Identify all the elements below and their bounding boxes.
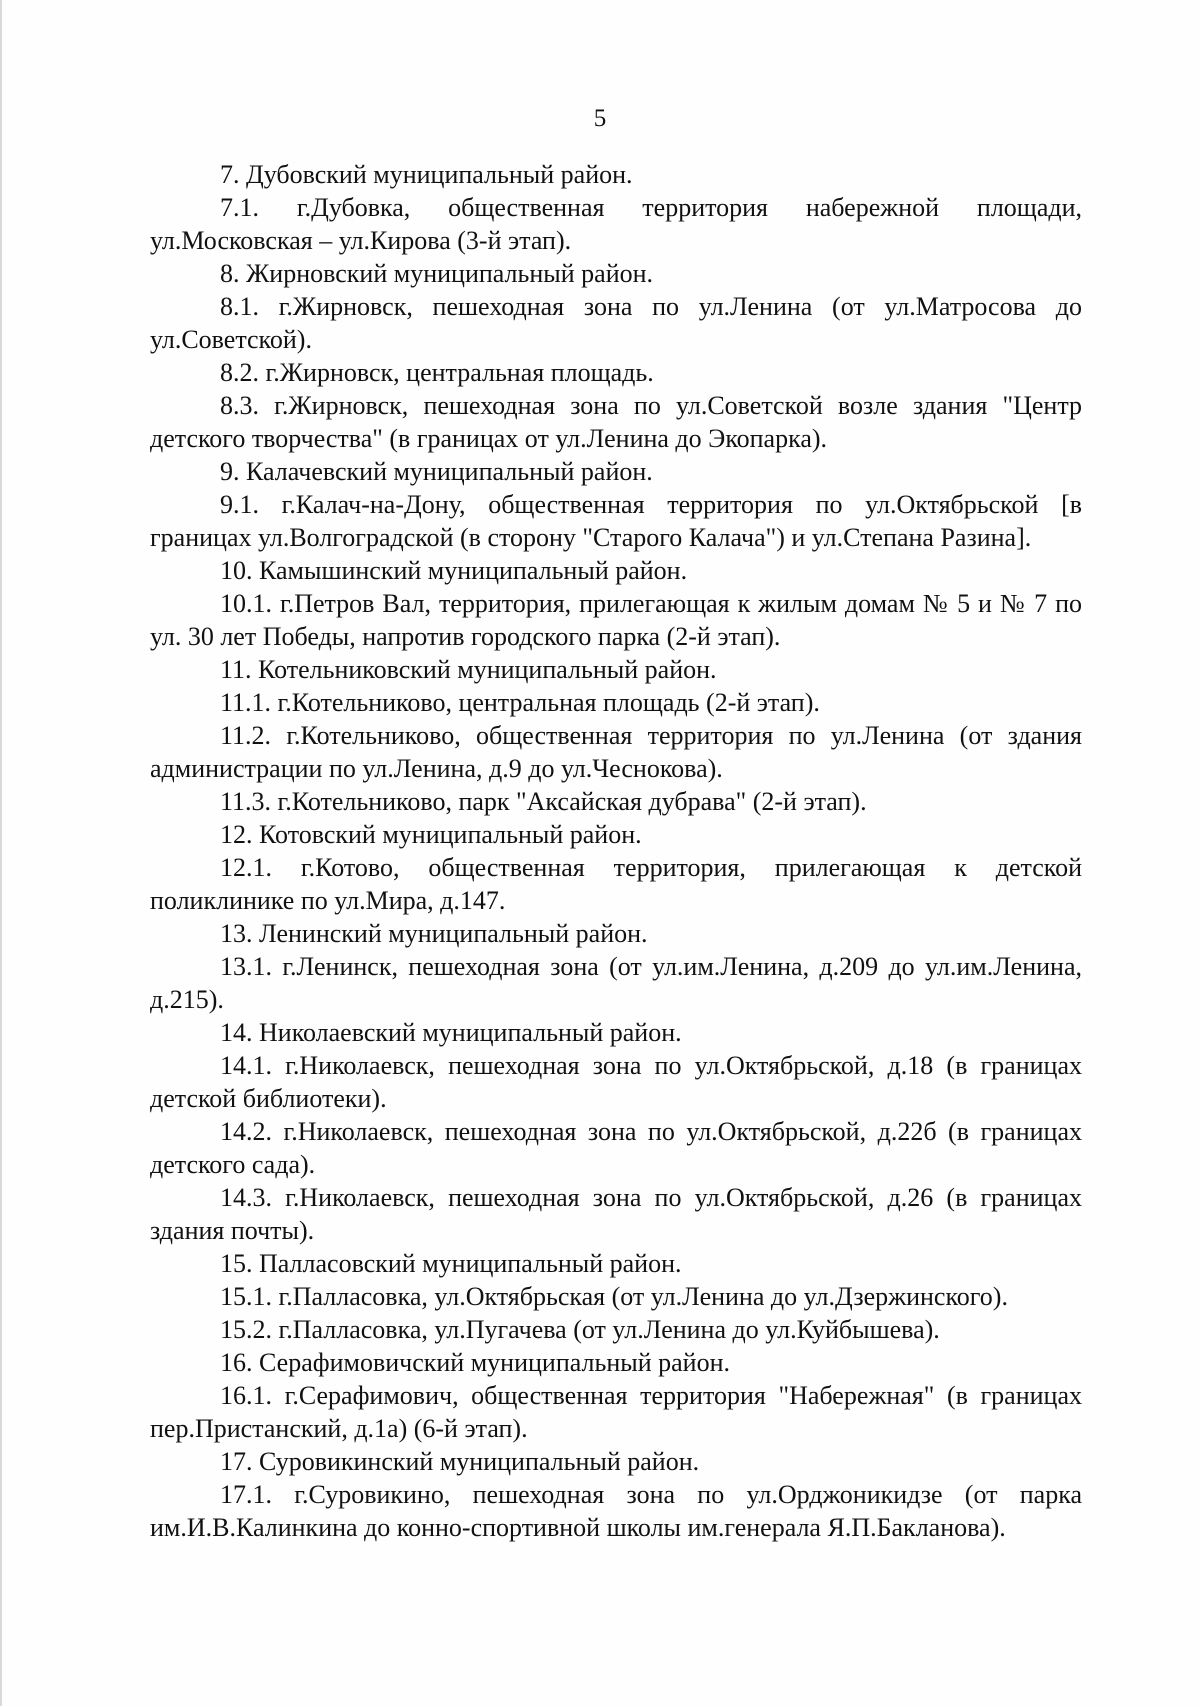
- district-heading: 17. Суровикинский муниципальный район.: [220, 1447, 700, 1476]
- district-heading: 13. Ленинский муниципальный район.: [220, 919, 648, 948]
- district-heading: 10. Камышинский муниципальный район.: [220, 556, 688, 585]
- district-heading: 15. Палласовский муниципальный район.: [220, 1249, 682, 1278]
- location-item: 17.1. г.Суровикино, пешеходная зона по ул.Орджоникидзе (от парка им.И.В.Калинкина до конно-спортивной школы им.генерала Я.П.Бакланова).: [150, 1480, 1082, 1542]
- location-item: 14.1. г.Николаевск, пешеходная зона по ул.Октябрьской, д.18 (в границах детской библиотеки).: [150, 1051, 1082, 1113]
- district-heading: 9. Калачевский муниципальный район.: [220, 457, 653, 486]
- document-body: [150, 158, 1082, 1544]
- location-item: 10.1. г.Петров Вал, территория, прилегающая к жилым домам № 5 и № 7 по ул. 30 лет Победы, напротив городского парка (2-й этап).: [150, 589, 1082, 651]
- page-number: 5: [593, 105, 607, 132]
- district-heading: 14. Николаевский муниципальный район.: [220, 1018, 682, 1047]
- location-item: 15.2. г.Палласовка, ул.Пугачева (от ул.Ленина до ул.Куйбышева).: [220, 1315, 940, 1344]
- location-item: 11.2. г.Котельниково, общественная территория по ул.Ленина (от здания администрации по ул.Ленина, д.9 до ул.Чеснокова).: [150, 721, 1082, 783]
- location-item: 9.1. г.Калач-на-Дону, общественная территория по ул.Октябрьской [в границах ул.Волгоградской (в сторону "Старого Калача") и ул.Степана Разина].: [150, 490, 1082, 552]
- location-item: 14.2. г.Николаевск, пешеходная зона по ул.Октябрьской, д.22б (в границах детского сада).: [150, 1117, 1082, 1179]
- location-item: 16.1. г.Серафимович, общественная территория "Набережная" (в границах пер.Пристанский, д.1а) (6-й этап).: [150, 1381, 1082, 1443]
- location-item: 7.1. г.Дубовка, общественная территория набережной площади, ул.Московская – ул.Кирова (3-й этап).: [150, 193, 1082, 255]
- location-item: 11.1. г.Котельниково, центральная площадь (2-й этап).: [220, 688, 820, 717]
- location-item: 11.3. г.Котельниково, парк "Аксайская дубрава" (2-й этап).: [220, 787, 867, 816]
- district-heading: 8. Жирновский муниципальный район.: [220, 259, 654, 288]
- location-item: 8.2. г.Жирновск, центральная площадь.: [220, 358, 654, 387]
- district-heading: 16. Серафимовичский муниципальный район.: [220, 1348, 731, 1377]
- location-item: 8.3. г.Жирновск, пешеходная зона по ул.Советской возле здания "Центр детского творчества" (в границах от ул.Ленина до Экопарка).: [150, 391, 1082, 453]
- district-heading: 12. Котовский муниципальный район.: [220, 820, 642, 849]
- district-heading: 11. Котельниковский муниципальный район.: [220, 655, 717, 684]
- district-heading: 7. Дубовский муниципальный район.: [220, 160, 633, 189]
- location-item: 12.1. г.Котово, общественная территория, прилегающая к детской поликлинике по ул.Мира, д.147.: [150, 853, 1082, 915]
- location-item: 13.1. г.Ленинск, пешеходная зона (от ул.им.Ленина, д.209 до ул.им.Ленина, д.215).: [150, 952, 1082, 1014]
- location-item: 8.1. г.Жирновск, пешеходная зона по ул.Ленина (от ул.Матросова до ул.Советской).: [150, 292, 1082, 354]
- scan-edge: [0, 0, 2, 1706]
- location-item: 15.1. г.Палласовка, ул.Октябрьская (от ул.Ленина до ул.Дзержинского).: [220, 1282, 1008, 1311]
- location-item: 14.3. г.Николаевск, пешеходная зона по ул.Октябрьской, д.26 (в границах здания почты).: [150, 1183, 1082, 1245]
